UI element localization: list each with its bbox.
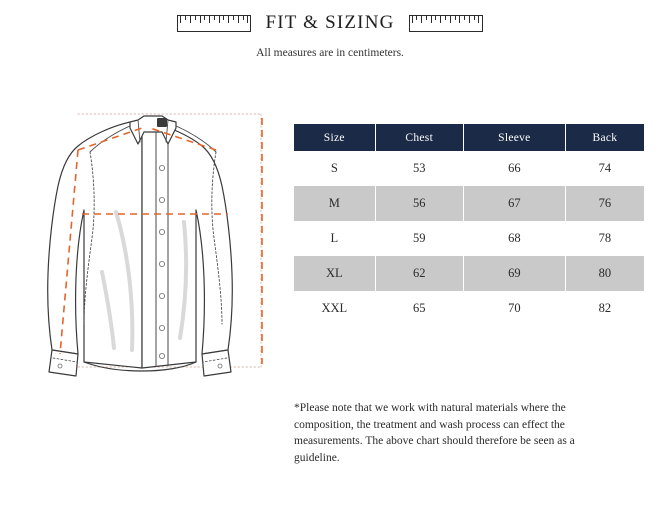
table-row bbox=[294, 151, 644, 186]
page-header bbox=[0, 12, 660, 59]
column-header-back: Back bbox=[565, 124, 644, 151]
cell-chest: 65 bbox=[375, 291, 463, 326]
title-row bbox=[0, 12, 660, 34]
table-row bbox=[294, 291, 644, 326]
column-header-size: Size bbox=[294, 124, 375, 151]
cell-chest: 59 bbox=[375, 221, 463, 256]
cell-chest: 53 bbox=[375, 151, 463, 186]
table-row bbox=[294, 186, 644, 221]
cell-sleeve: 66 bbox=[463, 151, 565, 186]
disclaimer-note: *Please note that we work with natural materials where the composition, the treatment and wash process can effect the measurements. The above chart should therefore be seen as a guideline. bbox=[294, 402, 575, 465]
page-subtitle: All measures are in centimeters. bbox=[256, 47, 404, 59]
cell-sleeve: 67 bbox=[463, 186, 565, 221]
cell-sleeve: 70 bbox=[463, 291, 565, 326]
cell-size: XXL bbox=[294, 291, 375, 326]
column-header-chest: Chest bbox=[375, 124, 463, 151]
cell-size: S bbox=[294, 151, 375, 186]
ruler-icon-left bbox=[177, 15, 251, 32]
cell-chest: 56 bbox=[375, 186, 463, 221]
table-row bbox=[294, 256, 644, 291]
table-row bbox=[294, 221, 644, 256]
cell-back: 80 bbox=[565, 256, 644, 291]
column-header-sleeve: Sleeve bbox=[463, 124, 565, 151]
cell-back: 78 bbox=[565, 221, 644, 256]
size-table bbox=[294, 124, 644, 326]
cell-chest: 62 bbox=[375, 256, 463, 291]
cell-size: XL bbox=[294, 256, 375, 291]
cell-sleeve: 69 bbox=[463, 256, 565, 291]
table-header-row bbox=[294, 124, 644, 151]
cell-back: 82 bbox=[565, 291, 644, 326]
ruler-icon-right bbox=[409, 15, 483, 32]
shirt-illustration bbox=[16, 92, 284, 412]
cell-back: 76 bbox=[565, 186, 644, 221]
cell-size: M bbox=[294, 186, 375, 221]
cell-sleeve: 68 bbox=[463, 221, 565, 256]
size-chart bbox=[294, 124, 644, 326]
cell-size: L bbox=[294, 221, 375, 256]
cell-back: 74 bbox=[565, 151, 644, 186]
page-title: FIT & SIZING bbox=[265, 12, 395, 33]
